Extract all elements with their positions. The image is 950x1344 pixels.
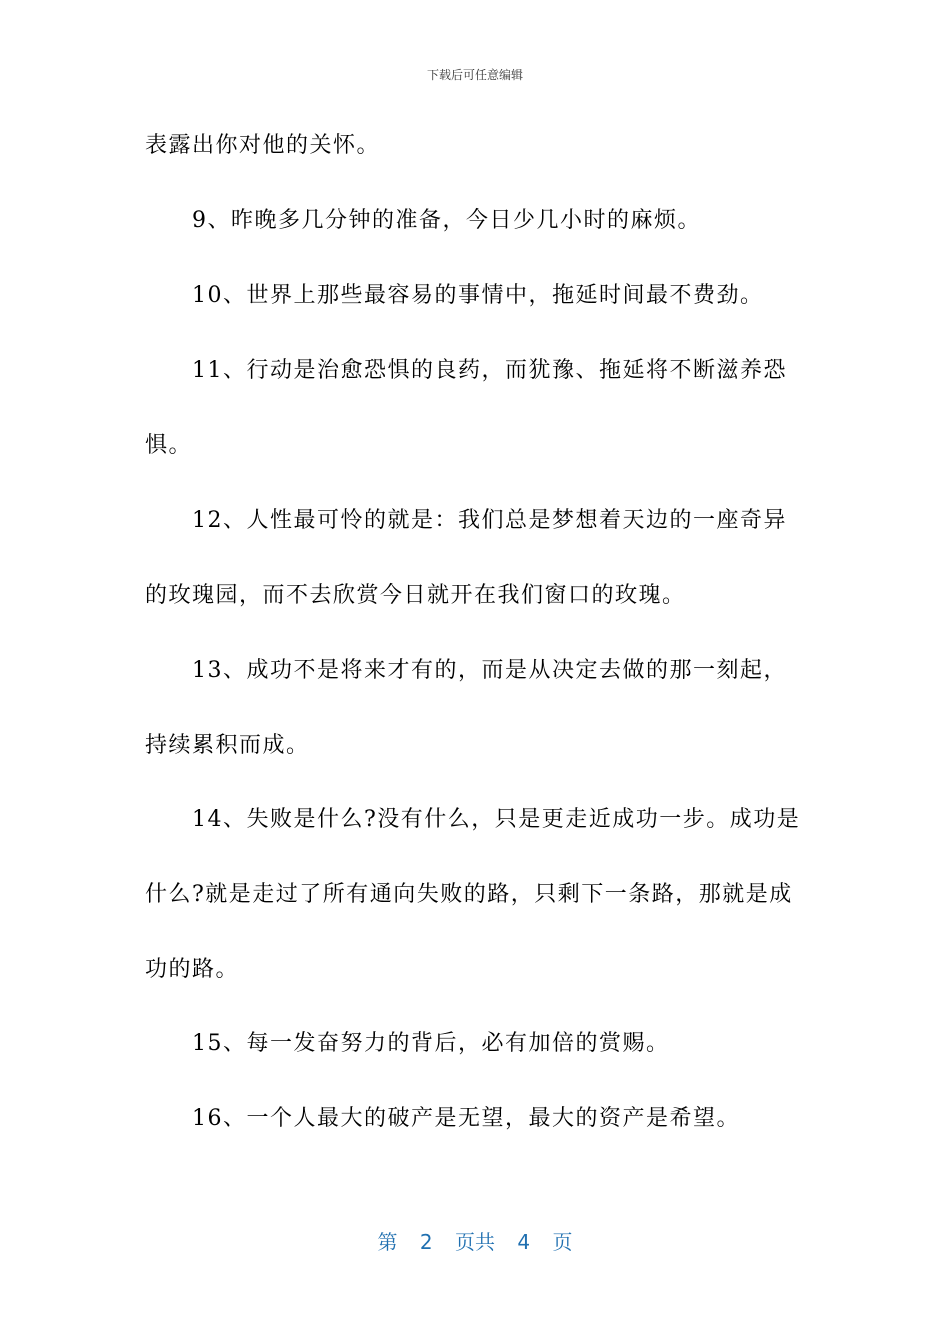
footer-of-label: 页共 <box>455 1230 495 1254</box>
text-line: 12、人性最可怜的就是：我们总是梦想着天边的一座奇异 <box>192 508 787 533</box>
footer-current-page: 2 <box>419 1230 433 1254</box>
footer-total-pages: 4 <box>517 1230 531 1254</box>
text-line: 功的路。 <box>145 957 240 982</box>
page-header: 下载后可任意编辑 <box>426 68 523 82</box>
text-line: 13、成功不是将来才有的，而是从决定去做的那一刻起， <box>192 658 787 683</box>
text-line: 10、世界上那些最容易的事情中，拖延时间最不费劲。 <box>192 283 764 308</box>
text-line: 9、昨晚多几分钟的准备，今日少几小时的麻烦。 <box>192 208 701 233</box>
text-line: 15、每一发奋努力的背后，必有加倍的赏赐。 <box>192 1031 670 1056</box>
text-line: 表露出你对他的关怀。 <box>145 133 381 158</box>
text-line: 14、失败是什么?没有什么，只是更走近成功一步。成功是 <box>192 807 801 832</box>
text-line: 11、行动是治愈恐惧的良药，而犹豫、拖延将不断滋养恐 <box>192 358 787 383</box>
text-line: 的玫瑰园，而不去欣赏今日就开在我们窗口的玫瑰。 <box>145 583 686 608</box>
footer-page-label: 第 <box>377 1230 398 1254</box>
text-line: 什么?就是走过了所有通向失败的路，只剩下一条路，那就是成 <box>145 882 793 907</box>
page-footer <box>0 1226 950 1255</box>
text-line: 16、一个人最大的破产是无望，最大的资产是希望。 <box>192 1106 740 1131</box>
text-line: 持续累积而成。 <box>145 733 310 758</box>
footer-end-label: 页 <box>552 1230 573 1254</box>
text-line: 惧。 <box>145 433 193 458</box>
